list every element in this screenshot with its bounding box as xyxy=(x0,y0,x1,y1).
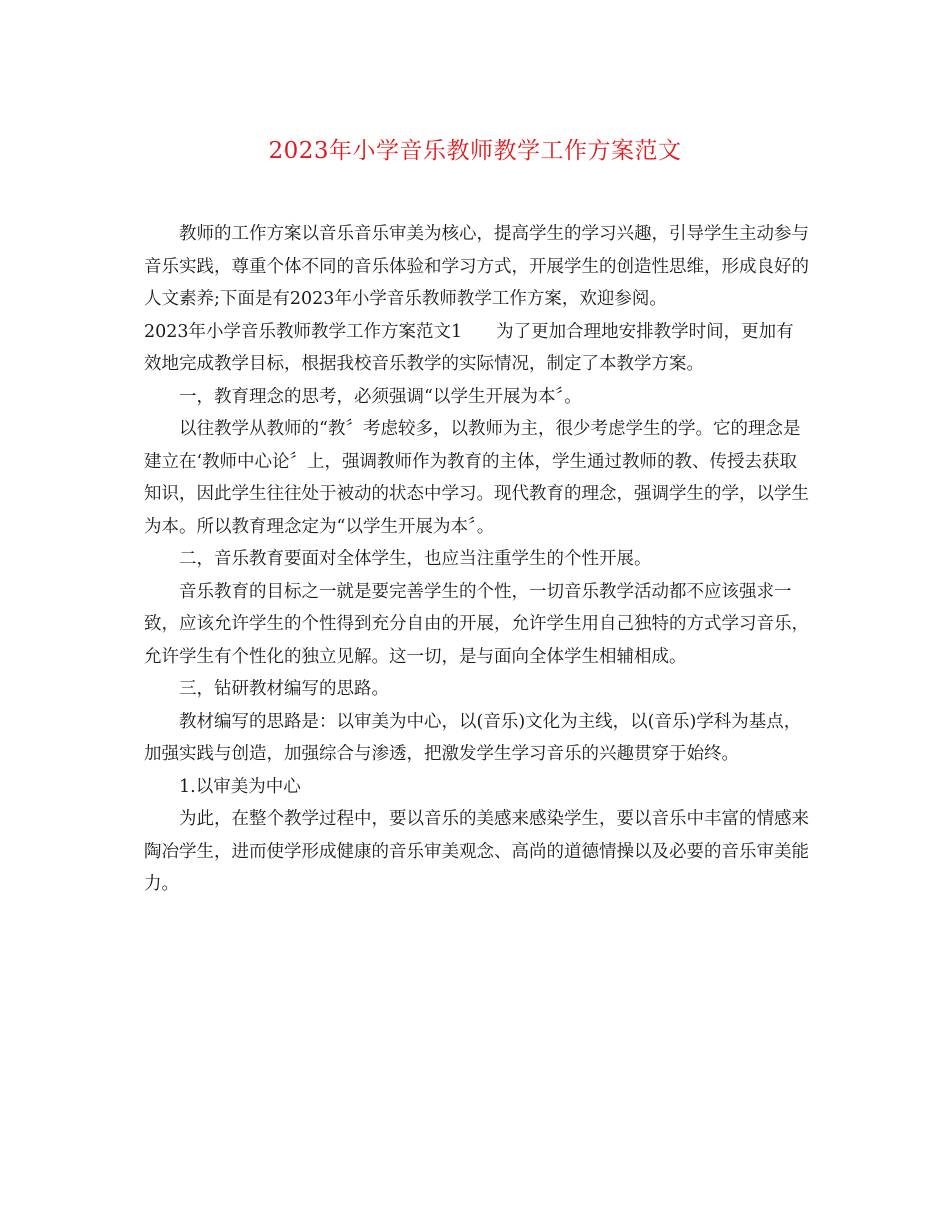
sub1-heading: 1.以审美为中心 xyxy=(179,776,301,797)
point3-heading: 三，钻研教材编写的思路。 xyxy=(179,679,389,699)
sub1-body: 为此，在整个教学过程中，要以音乐的美感来感染学生，要以音乐中丰富的情感来陶冶学生，进而使学形成健康的音乐审美观念、高尚的道德情操以及必要的音乐审美能力。 xyxy=(144,809,809,894)
point1-body: 以往教学从教师的“教〞考虑较多，以教师为主，很少考虑学生的学。它的理念是建立在‘教师中心论〞上，强调教师作为教育的主体，学生通过教师的教、传授去获取知识，因此学生往往处于被动的状态中学习。现代教育的理念，强调学生的学，以学生为本。所以教育理念定为“以学生开展为本〞。 xyxy=(144,419,809,537)
section-heading: 2023年小学音乐教师教学工作方案范文1 xyxy=(144,321,463,342)
section-paragraph xyxy=(144,316,810,381)
point3-body: 教材编写的思路是：以审美为中心，以(音乐)文化为主线，以(音乐)学科为基点，加强实践与创造，加强综合与渗透，把激发学生学习音乐的兴趣贯穿于始终。 xyxy=(144,711,802,764)
document-body xyxy=(144,218,810,901)
point1-heading: 一，教育理念的思考，必须强调“以学生开展为本〞。 xyxy=(179,386,582,407)
point2-body: 音乐教育的目标之一就是要完善学生的个性，一切音乐教学活动都不应该强求一致，应该允许学生的个性得到充分自由的开展，允许学生用自己独特的方式学习音乐，允许学生有个性化的独立见解。这一切，是与面向全体学生相辅相成。 xyxy=(144,581,809,667)
point2-heading: 二，音乐教育要面对全体学生，也应当注重学生的个性开展。 xyxy=(179,549,652,569)
intro-paragraph: 教师的工作方案以音乐音乐审美为核心，提高学生的学习兴趣，引导学生主动参与音乐实践，尊重个体不同的音乐体验和学习方式，开展学生的创造性思维，形成良好的人文素养;下面是有2023年小学音乐教师教学工作方案，欢迎参阅。 xyxy=(144,224,809,309)
document-title: 2023年小学音乐教师教学工作方案范文 xyxy=(268,138,682,164)
section-lead: 为了更加合理地安排教学时间，更加有效地完成教学目标，根据我校音乐教学的实际情况，制定了本教学方案。 xyxy=(144,321,794,374)
